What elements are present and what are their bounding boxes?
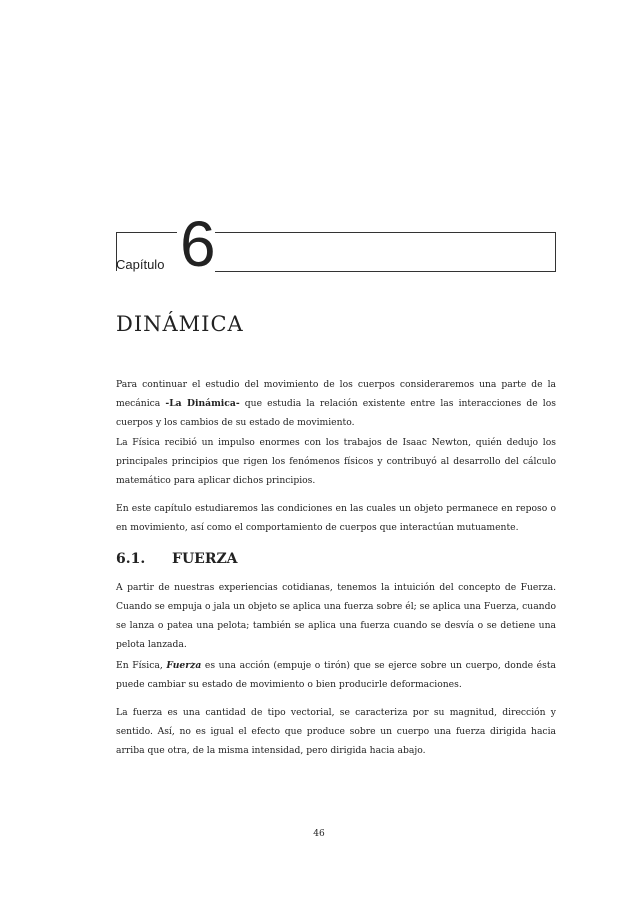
chapter-label: Capítulo (116, 257, 165, 272)
page-number: 46 (313, 829, 325, 839)
section-heading (116, 551, 238, 567)
intro-paragraph-1 (116, 375, 556, 432)
section-paragraph-1: A partir de nuestras experiencias cotidianas, tenemos la intuición del concepto de Fuerza. Cuando se empuja o jala un objeto se aplica una fuerza sobre él; se aplica una Fuerza, cuando se lanza o patea una pelota; también se aplica una fuerza cuando se desvía o se detiene una pelota lanzada. (116, 582, 556, 650)
section-paragraph-2 (116, 656, 556, 694)
section-paragraph-2-term: Fuerza (166, 660, 202, 671)
section-number: 6.1. (116, 551, 146, 567)
section-paragraph-2-end: es una acción (empuje o tirón) que se ejerce sobre un cuerpo, donde ésta puede cambiar su estado de movimiento o bien producirle deformaciones. (116, 660, 556, 690)
chapter-frame-right (215, 232, 556, 272)
intro-paragraph-2: La Física recibió un impulso enormes con los trabajos de Isaac Newton, quién dedujo los principales principios que rigen los fenómenos físicos y contribuyó al desarrollo del cálculo matemático para aplicar dichos principios. (116, 437, 556, 486)
intro-paragraph-1-end: que estudia la relación existente entre las interacciones de los cuerpos y los cambios de su estado de movimiento. (116, 398, 556, 428)
chapter-number: 6 (180, 208, 216, 280)
section-paragraph-2-start: En Física, (116, 660, 167, 671)
intro-paragraph-1-bold: -La Dinámica- (165, 398, 240, 409)
intro-paragraph-3: En este capítulo estudiaremos las condiciones en las cuales un objeto permanece en reposo o en movimiento, así como el comportamiento de cuerpos que interactúan mutuamente. (116, 503, 556, 533)
chapter-title: DINÁMICA (116, 312, 244, 336)
section-title: FUERZA (172, 551, 238, 567)
intro-paragraph-1-start: Para continuar el estudio del movimiento de los cuerpos consideraremos una parte de la mecánica (116, 379, 556, 409)
section-paragraph-3: La fuerza es una cantidad de tipo vectorial, se caracteriza por su magnitud, dirección y sentido. Así, no es igual el efecto que produce sobre un cuerpo una fuerza dirigida hacia arriba que otra, de la misma intensidad, pero dirigida hacia abajo. (116, 707, 556, 756)
